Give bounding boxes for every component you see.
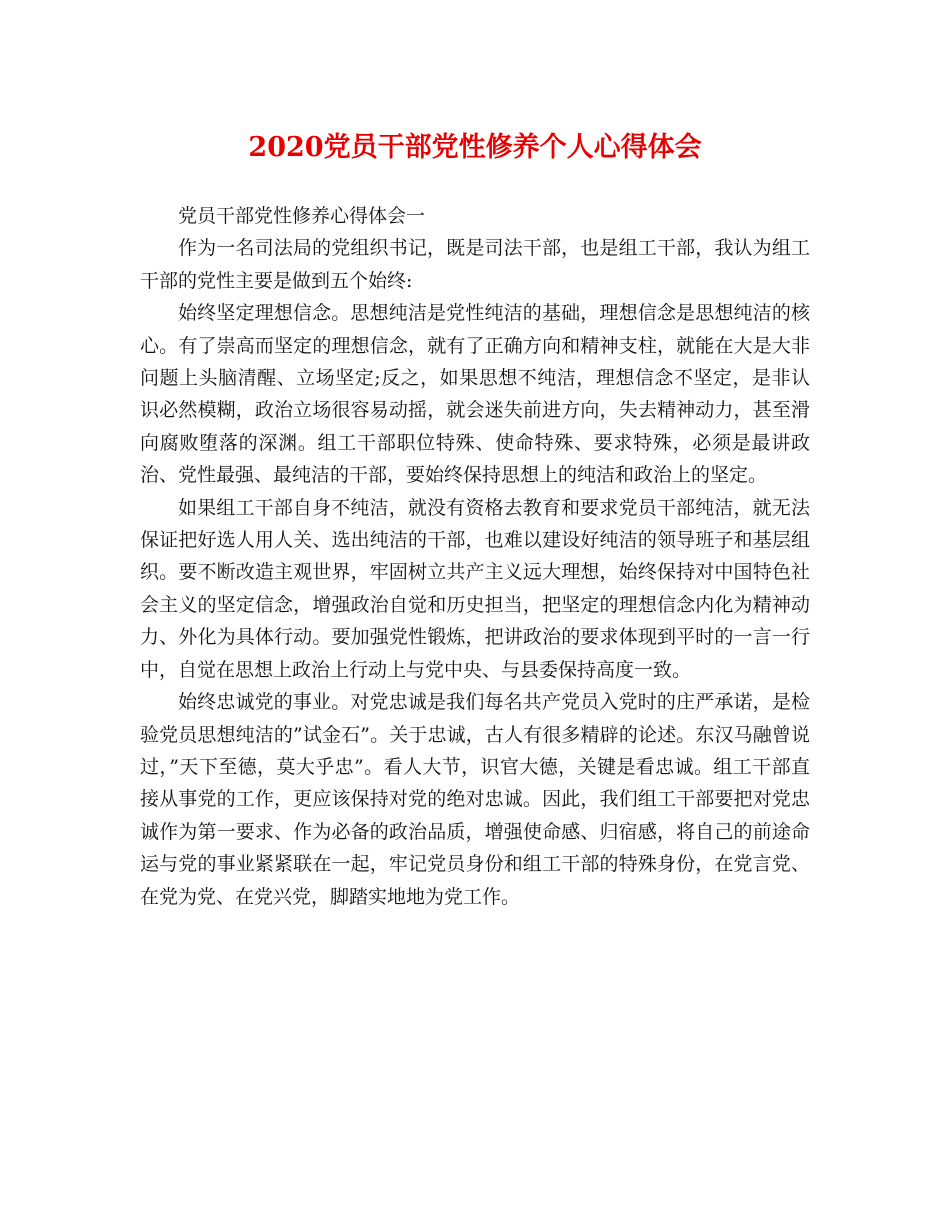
paragraph-ideals: 始终坚定理想信念。思想纯洁是党性纯洁的基础，理想信念是思想纯洁的核心。有了崇高而坚定的理想信念，就有了正确方向和精神支柱，就能在大是大非问题上头脑清醒、立场坚定;反之，如果思想不纯洁，理想信念不坚定，是非认识必然模糊，政治立场很容易动摇，就会迷失前进方向，失去精神动力，甚至滑向腐败堕落的深渊。组工干部职位特殊、使命特殊、要求特殊，必须是最讲政治、党性最强、最纯洁的干部，要始终保持思想上的纯洁和政治上的坚定。 [140,302,810,487]
paragraph-purity: 如果组工干部自身不纯洁，就没有资格去教育和要求党员干部纯洁，就无法保证把好选人用人关、选出纯洁的干部，也难以建设好纯洁的领导班子和基层组织。要不断改造主观世界，牢固树立共产主义远大理想，始终保持对中国特色社会主义的坚定信念，增强政治自觉和历史担当，把坚定的理想信念内化为精神动力、外化为具体行动。要加强党性锻炼，把讲政治的要求体现到平时的一言一行中，自觉在思想上政治上行动上与党中央、与县委保持高度一致。 [140,496,810,681]
paragraph-intro: 作为一名司法局的党组织书记，既是司法干部，也是组工干部，我认为组工干部的党性主要是做到五个始终: [140,237,810,292]
paragraph-subtitle: 党员干部党性修养心得体会一 [178,205,426,227]
document-body [140,200,810,913]
paragraph-loyalty: 始终忠诚党的事业。对党忠诚是我们每名共产党员入党时的庄严承诺，是检验党员思想纯洁的”试金石”。关于忠诚，古人有很多精辟的论述。东汉马融曾说过，”天下至德，莫大乎忠”。看人大节，识官大德，关键是看忠诚。组工干部直接从事党的工作，更应该保持对党的绝对忠诚。因此，我们组工干部要把对党忠诚作为第一要求、作为必备的政治品质，增强使命感、归宿感，将自己的前途命运与党的事业紧紧联在一起，牢记党员身份和组工干部的特殊身份，在党言党、在党为党、在党兴党，脚踏实地地为党工作。 [140,691,810,908]
document-title: 2020党员干部党性修养个人心得体会 [248,132,702,163]
